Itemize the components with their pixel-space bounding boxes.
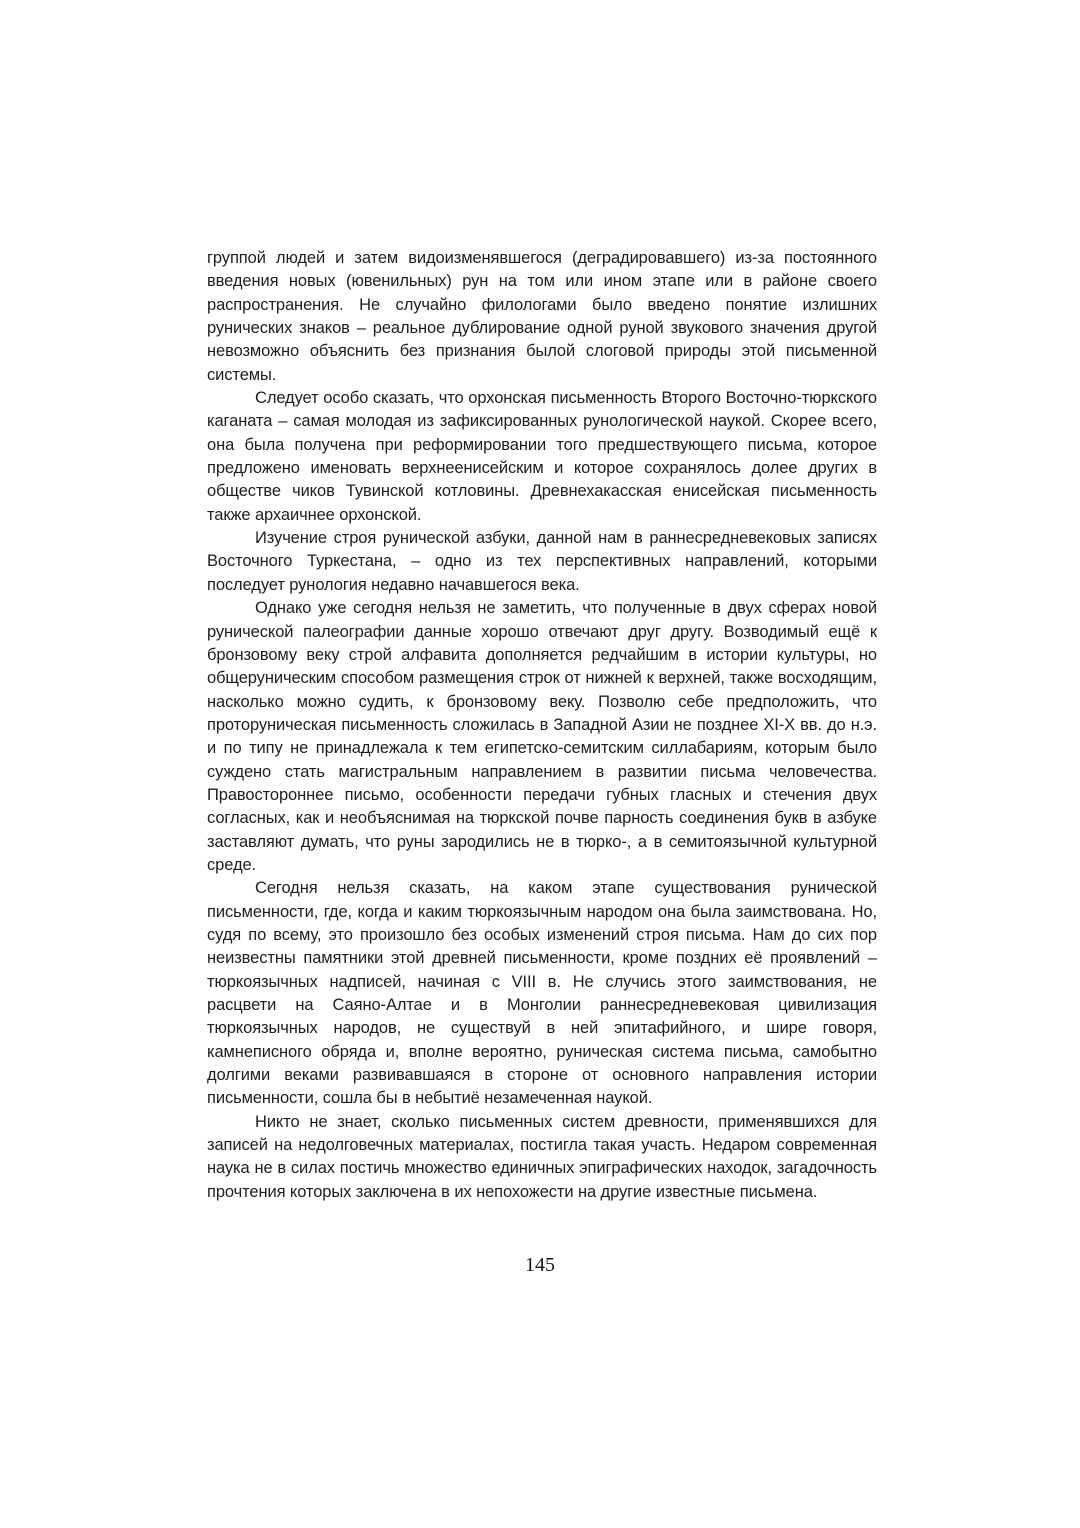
paragraph: Однако уже сегодня нельзя не заметить, что полученные в двух сферах новой рунической палеографии данные хорошо отвечают друг другу. Возводимый ещё к бронзовому веку строй алфавита дополняется редчайшим в истории культуры, но общеруническим способом размещения строк от нижней к верхней, также восходящим, насколько можно судить, к бронзовому веку. Позволю себе предположить, что проторуническая письменность сложилась в Западной Азии не позднее XI-X вв. до н.э. и по типу не принадлежала к тем египетско-семитским силлабариям, которым было суждено стать магистральным направлением в развитии письма человечества. Правостороннее письмо, особенности передачи губных гласных и стечения двух согласных, как и необъяснимая на тюркской почве парность соединения букв в азбуке заставляют думать, что руны зародились не в тюрко-, а в семитоязычной культурной среде. — [207, 599, 877, 874]
paragraph: Следует особо сказать, что орхонская письменность Второго Восточно-тюркского каганата – самая молодая из зафиксированных рунологической наукой. Скорее всего, она была получена при реформировании того предшествующего письма, которое предложено именовать верхнеенисейским и которое сохранялось долее других в обществе чиков Тувинской котловины. Древнехакасская енисейская письменность также архаичнее орхонской. — [207, 389, 877, 524]
page-number: 145 — [525, 1254, 555, 1276]
paragraph: Сегодня нельзя сказать, на каком этапе существования рунической письменности, где, когда и каким тюркоязычным народом она была заимствована. Но, судя по всему, это произошло без особых изменений строя письма. Нам до сих пор неизвестны памятники этой древней письменности, кроме поздних её проявлений – тюркоязычных надписей, начиная с VIII в. Не случись этого заимствования, не расцвети на Саяно-Алтае и в Монголии раннесредневековая цивилизация тюркоязычных народов, не существуй в ней эпитафийного, и шире говоря, камнеписного обряда и, вполне вероятно, руническая система письма, самобытно долгими веками развивавшаяся в стороне от основного направления истории письменности, сошла бы в небытиё незамеченная наукой. — [207, 879, 877, 1108]
paragraph: Никто не знает, сколько письменных систем древности, применявшихся для записей на недолговечных материалах, постигла такая участь. Недаром современная наука не в силах постичь множество единичных эпиграфических находок, загадочность прочтения которых заключена в их непохожести на другие известные письмена. — [207, 1112, 877, 1201]
paragraph: группой людей и затем видоизменявшегося (деградировавшего) из-за постоянного введения новых (ювенильных) рун на том или ином этапе или в районе своего распространения. Не случайно филологами было введено понятие излишних рунических знаков – реальное дублирование одной руной звукового значения другой невозможно объяснить без признания былой слоговой природы этой письменной системы. — [207, 249, 877, 384]
paragraph: Изучение строя рунической азбуки, данной нам в раннесредневековых записях Восточного Туркестана, – одно из тех перспективных направлений, которыми последует рунология недавно начавшегося века. — [207, 529, 877, 594]
body-text — [207, 247, 877, 1204]
